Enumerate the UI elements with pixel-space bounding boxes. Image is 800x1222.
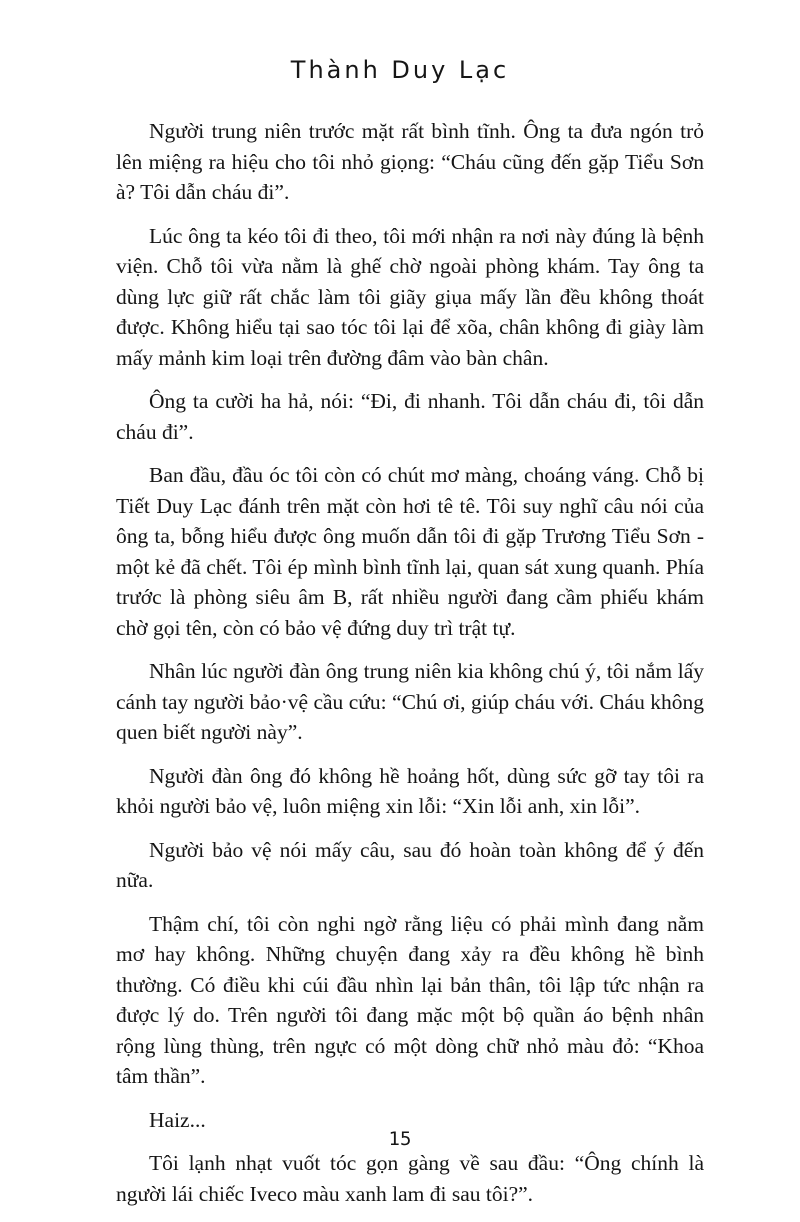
paragraph: Haiz... <box>149 1107 206 1132</box>
page-number: 15 <box>388 1128 412 1150</box>
paragraph: Lúc ông ta kéo tôi đi theo, tôi mới nhận ra nơi này đúng là bệnh viện. Chỗ tôi vừa nằm là ghế chờ ngoài phòng khám. Tay ông ta dùng lực giữ rất chắc làm tôi giãy giụa mấy lần đều không thoát được. Không hiểu tại sao tóc tôi lại để xõa, chân không đi giày làm mấy mảnh kim loại trên đường đâm vào bàn chân. <box>116 223 704 370</box>
paragraph: Thậm chí, tôi còn nghi ngờ rằng liệu có phải mình đang nằm mơ hay không. Những chuyện đang xảy ra đều không hề bình thường. Có điều khi cúi đầu nhìn lại bản thân, tôi lập tức nhận ra được lý do. Trên người tôi đang mặc một bộ quần áo bệnh nhân rộng lùng thùng, trên ngực có một dòng chữ nhỏ màu đỏ: “Khoa tâm thần”. <box>116 911 704 1088</box>
body-text <box>116 116 704 1222</box>
paragraph: Ban đầu, đầu óc tôi còn có chút mơ màng, choáng váng. Chỗ bị Tiết Duy Lạc đánh trên mặt còn hơi tê tê. Tôi suy nghĩ câu nói của ông ta, bỗng hiểu được ông muốn dẫn tôi đi gặp Trương Tiểu Sơn - một kẻ đã chết. Tôi ép mình bình tĩnh lại, quan sát xung quanh. Phía trước là phòng siêu âm B, rất nhiều người đang cầm phiếu khám chờ gọi tên, còn có bảo vệ đứng duy trì trật tự. <box>116 463 704 640</box>
paragraph: Người bảo vệ nói mấy câu, sau đó hoàn toàn không để ý đến nữa. <box>116 837 704 892</box>
paragraph: Người đàn ông đó không hề hoảng hốt, dùng sức gỡ tay tôi ra khỏi người bảo vệ, luôn miệng xin lỗi: “Xin lỗi anh, xin lỗi”. <box>116 763 704 818</box>
paragraph: Người trung niên trước mặt rất bình tĩnh. Ông ta đưa ngón trỏ lên miệng ra hiệu cho tôi nhỏ giọng: “Cháu cũng đến gặp Tiểu Sơn à? Tôi dẫn cháu đi”. <box>116 119 704 204</box>
paragraph: Ông ta cười ha hả, nói: “Đi, đi nhanh. Tôi dẫn cháu đi, tôi dẫn cháu đi”. <box>116 389 704 444</box>
running-title: Thành Duy Lạc <box>290 56 510 84</box>
paragraph: Nhân lúc người đàn ông trung niên kia không chú ý, tôi nắm lấy cánh tay người bảo·vệ cầu cứu: “Chú ơi, giúp cháu với. Cháu không quen biết người này”. <box>116 659 704 744</box>
paragraph: Tôi lạnh nhạt vuốt tóc gọn gàng về sau đầu: “Ông chính là người lái chiếc Iveco màu xanh lam đi sau tôi?”. <box>116 1151 704 1206</box>
